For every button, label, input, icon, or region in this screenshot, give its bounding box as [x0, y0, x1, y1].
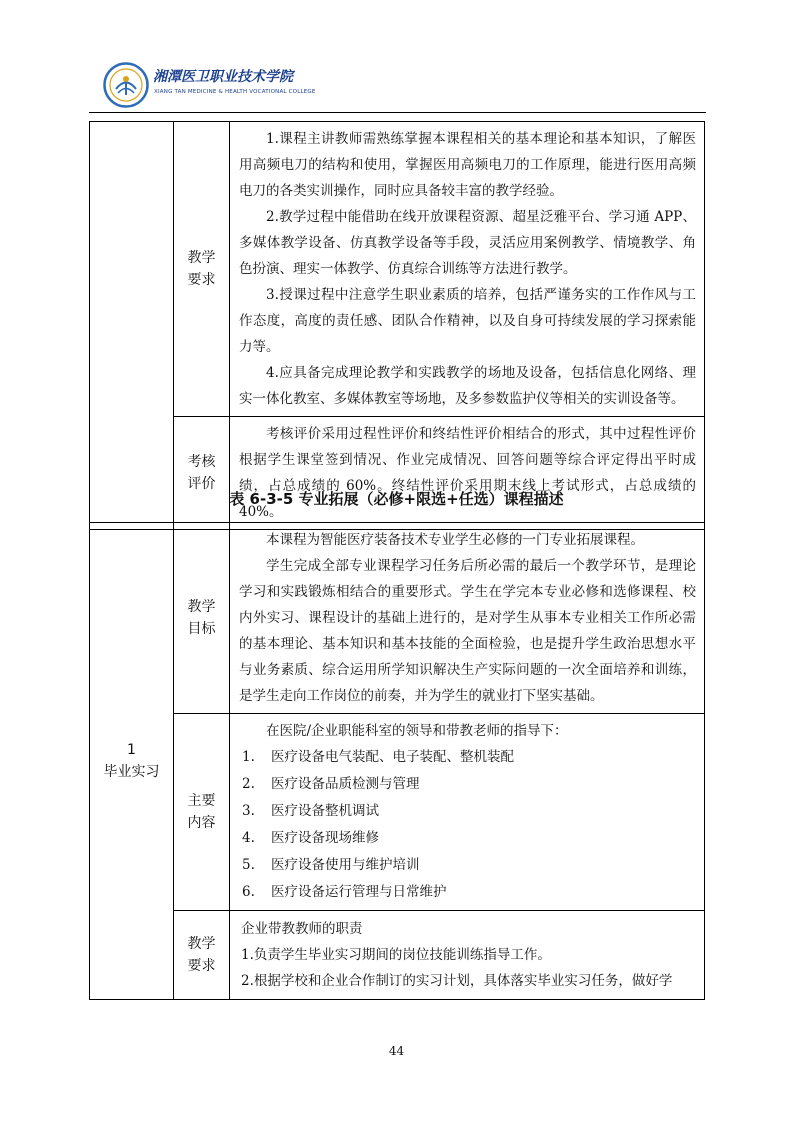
page-header: [103, 62, 316, 110]
college-logo-icon: [103, 62, 149, 108]
paragraph: 4.应具备完成理论教学和实践教学的场地及设备，包括信息化网络、理实一体化教室、多媒体教室等场地，及多参数监护仪等相关的实训设备等。: [239, 365, 696, 407]
course-table-continued: [89, 121, 705, 530]
paragraph: 2.根据学校和企业合作制订的实习计划，具体落实毕业实习任务，做好学: [241, 973, 673, 989]
paragraph: 在医院/企业职能科室的领导和带教老师的指导下：: [266, 723, 568, 739]
table-title: 表 6-3-5 专业拓展（必修+限选+任选）课程描述: [229, 490, 564, 508]
teaching-requirements-cell: [230, 911, 705, 1000]
college-name-en: XIANG TAN MEDICINE & HEALTH VOCATIONAL COLLEGE: [154, 89, 316, 95]
row-label-teaching-requirements: 教学 要求: [174, 911, 230, 1000]
table-row: [90, 417, 705, 530]
paragraph: 本课程为智能医疗装备技术专业学生必修的一门专业拓展课程。: [266, 532, 644, 548]
college-name-cn: 湘潭医卫职业技术学院: [153, 69, 293, 85]
table-row: [90, 714, 705, 911]
teaching-requirements-cell: [230, 122, 705, 417]
course-description-table: [89, 522, 705, 1000]
list-item: 1. 医疗设备电气装配、电子装配、整机装配: [242, 749, 514, 765]
table-row: [90, 523, 705, 714]
paragraph: 学生完成全部专业课程学习任务后所必需的最后一个教学环节，是理论学习和实践锻炼相结合的重要形式。学生在学完本专业必修和选修课程、校内外实习、课程设计的基础上进行的，是对学生从事本专业相关工作所必需的基本理论、基本知识和基本技能的全面检验，也是提升学生政治思想水平与业务素质、综合运用所学知识解决生产实际问题的一次全面培养和训练，是学生走向工作岗位的前奏，并为学生的就业打下坚实基础。: [239, 558, 696, 704]
row-label-assessment: 考核 评价: [174, 417, 230, 530]
list-item: 2. 医疗设备品质检测与管理: [242, 776, 420, 792]
empty-cell: [90, 122, 174, 530]
row-label-teaching-goal: 教学 目标: [174, 523, 230, 714]
page-number: 44: [388, 1044, 405, 1058]
main-content-cell: [230, 714, 705, 911]
paragraph: 企业带教教师的职责: [241, 921, 363, 937]
assessment-cell: [230, 417, 705, 530]
paragraph: 考核评价采用过程性评价和终结性评价相结合的形式，其中过程性评价根据学生课堂签到情况、作业完成情况、回答问题等综合评定得出平时成绩，占总成绩的 60%。终结性评价采用期末线上考试形式，占总成绩的 40%。: [239, 426, 696, 520]
paragraph: 2.教学过程中能借助在线开放课程资源、超星泛雅平台、学习通 APP、多媒体教学设备、仿真教学设备等手段，灵活应用案例教学、情境教学、角色扮演、理实一体教学、仿真综合训练等方法进行教学。: [239, 209, 696, 277]
row-label-teaching-requirements: 教学 要求: [174, 122, 230, 417]
header-rule: [89, 112, 706, 113]
list-item: 5. 医疗设备使用与维护培训: [242, 857, 420, 873]
table-row: [90, 122, 705, 417]
content-list: [239, 744, 696, 906]
paragraph: 1.负责学生毕业实习期间的岗位技能训练指导工作。: [241, 947, 551, 963]
paragraph: 3.授课过程中注意学生职业素质的培养，包括严谨务实的工作作风与工作态度，高度的责任感、团队合作精神，以及自身可持续发展的学习探索能力等。: [239, 287, 696, 355]
list-item: 3. 医疗设备整机调试: [242, 803, 379, 819]
table-row: [90, 911, 705, 1000]
teaching-goal-cell: [230, 523, 705, 714]
course-name: 毕业实习: [103, 764, 160, 780]
row-label-main-content: 主要 内容: [174, 714, 230, 911]
paragraph: 1.课程主讲教师需熟练掌握本课程相关的基本理论和基本知识，了解医用高频电刀的结构和使用，掌握医用高频电刀的工作原理，能进行医用高频电刀的各类实训操作，同时应具备较丰富的教学经验。: [239, 131, 696, 199]
course-number: 1: [127, 742, 136, 758]
list-item: 6. 医疗设备运行管理与日常维护: [242, 884, 447, 900]
list-item: 4. 医疗设备现场维修: [242, 830, 379, 846]
course-name-cell: [90, 523, 174, 1000]
